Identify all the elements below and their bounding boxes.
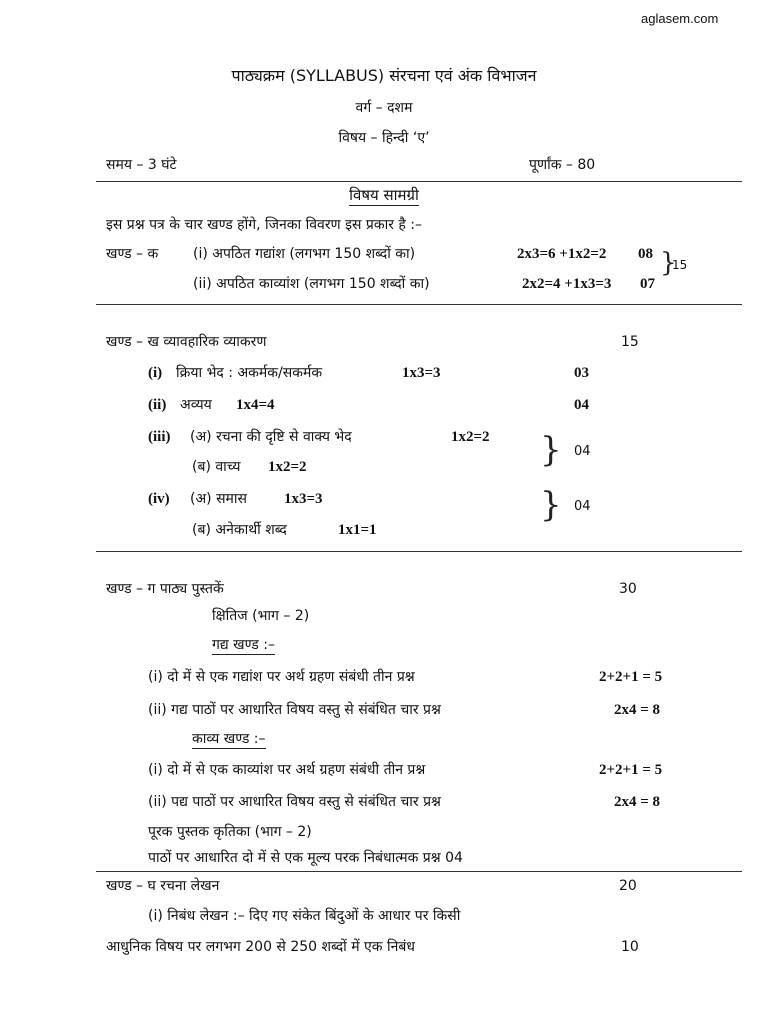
site-watermark: aglasem.com (641, 11, 719, 26)
poetry-question-2-formula: 2x4 = 8 (614, 794, 661, 810)
kha-item4-num: (iv) (148, 491, 170, 507)
full-marks-label: पूर्णांक – 80 (529, 157, 596, 173)
prose-heading: गद्य खण्ड :– (212, 637, 275, 653)
kha-item4-b-formula: 1x1=1 (338, 522, 377, 538)
section-kha-title: खण्ड – ख व्यावहारिक व्याकरण (106, 334, 267, 350)
poetry-question-1-formula: 2+2+1 = 5 (599, 762, 663, 778)
kha-item1-marks: 03 (574, 365, 589, 381)
kha-item3-a-text: (अ) रचना की दृष्टि से वाक्य भेद (190, 429, 352, 445)
class-label: वर्ग – दशम (355, 100, 413, 116)
textbook-name: क्षितिज (भाग – 2) (212, 608, 310, 624)
poetry-question-1: (i) दो में से एक काव्यांश पर अर्थ ग्रहण संबंधी तीन प्रश्न (148, 762, 426, 778)
poetry-heading: काव्य खण्ड :– (192, 731, 266, 747)
essay-line-1: (i) निबंध लेखन :– दिए गए संकेत बिंदुओं के आधार पर किसी (148, 908, 461, 924)
brace-icon: } (540, 430, 562, 470)
prose-question-2: (ii) गद्य पाठों पर आधारित विषय वस्तु से संबंधित चार प्रश्न (148, 702, 441, 718)
subject-label: विषय – हिन्दी ‘ए’ (338, 130, 430, 146)
kha-item2-text: अव्यय (180, 397, 212, 413)
kha-item4-b-text: (ब) अनेकार्थी शब्द (192, 522, 287, 538)
kha-item3-b-text: (ब) वाच्य (192, 459, 241, 475)
kha-item1-formula: 1x3=3 (402, 365, 441, 381)
section-kha-total: 15 (621, 334, 639, 350)
essay-marks: 10 (621, 939, 639, 955)
intro-text: इस प्रश्न पत्र के चार खण्ड होंगे, जिनका विवरण इस प्रकार है :– (106, 217, 423, 233)
kha-item1-text: क्रिया भेद : अकर्मक/सकर्मक (176, 365, 323, 381)
divider (96, 181, 742, 182)
section-ka-item1: (i) अपठित गद्यांश (लगभग 150 शब्दों का) (193, 246, 416, 262)
section-ka-label: खण्ड – क (106, 246, 159, 262)
content-heading: विषय सामग्री (349, 186, 419, 204)
brace-icon: } (540, 485, 562, 525)
prose-question-1: (i) दो में से एक गद्यांश पर अर्थ ग्रहण संबंधी तीन प्रश्न (148, 669, 415, 685)
section-ka-item1-formula: 2x3=6 +1x2=2 (517, 246, 607, 262)
section-ka-item2: (ii) अपठित काव्यांश (लगभग 150 शब्दों का) (193, 276, 430, 292)
syllabus-title: पाठ्यक्रम (SYLLABUS) संरचना एवं अंक विभाजन (231, 66, 537, 85)
divider (96, 551, 742, 552)
kha-item3-num: (iii) (148, 429, 171, 445)
divider (96, 304, 742, 305)
kha-item1-num: (i) (148, 365, 163, 381)
poetry-question-2: (ii) पद्य पाठों पर आधारित विषय वस्तु से संबंधित चार प्रश्न (148, 794, 441, 810)
prose-question-2-formula: 2x4 = 8 (614, 702, 661, 718)
kha-item4-a-text: (अ) समास (190, 491, 247, 507)
kha-item3-b-formula: 1x2=2 (268, 459, 307, 475)
divider (96, 871, 742, 872)
kha-item3-marks: 04 (574, 444, 591, 459)
supplementary-book: पूरक पुस्तक कृतिका (भाग – 2) (148, 824, 312, 840)
section-ka-item1-marks: 08 (638, 246, 653, 262)
kha-item4-marks: 04 (574, 499, 591, 514)
time-label: समय – 3 घंटे (106, 157, 177, 173)
essay-line-2: आधुनिक विषय पर लगभग 200 से 250 शब्दों में एक निबंध (106, 939, 415, 955)
section-ka-total: 15 (672, 258, 688, 272)
section-gha-title: खण्ड – घ रचना लेखन (106, 878, 220, 894)
kha-item3-a-formula: 1x2=2 (451, 429, 490, 445)
section-gha-total: 20 (619, 878, 637, 894)
supplementary-question: पाठों पर आधारित दो में से एक मूल्य परक निबंधात्मक प्रश्न 04 (148, 850, 463, 866)
kha-item4-a-formula: 1x3=3 (284, 491, 323, 507)
kha-item2-marks: 04 (574, 397, 589, 413)
section-ka-item2-formula: 2x2=4 +1x3=3 (522, 276, 612, 292)
brace-icon: } (660, 248, 677, 278)
kha-item2-num: (ii) (148, 397, 167, 413)
section-ga-total: 30 (619, 581, 637, 597)
section-ga-title: खण्ड – ग पाठ्य पुस्तकें (106, 581, 224, 597)
kha-item2-formula: 1x4=4 (236, 397, 275, 413)
section-ka-item2-marks: 07 (640, 276, 655, 292)
prose-question-1-formula: 2+2+1 = 5 (599, 669, 663, 685)
